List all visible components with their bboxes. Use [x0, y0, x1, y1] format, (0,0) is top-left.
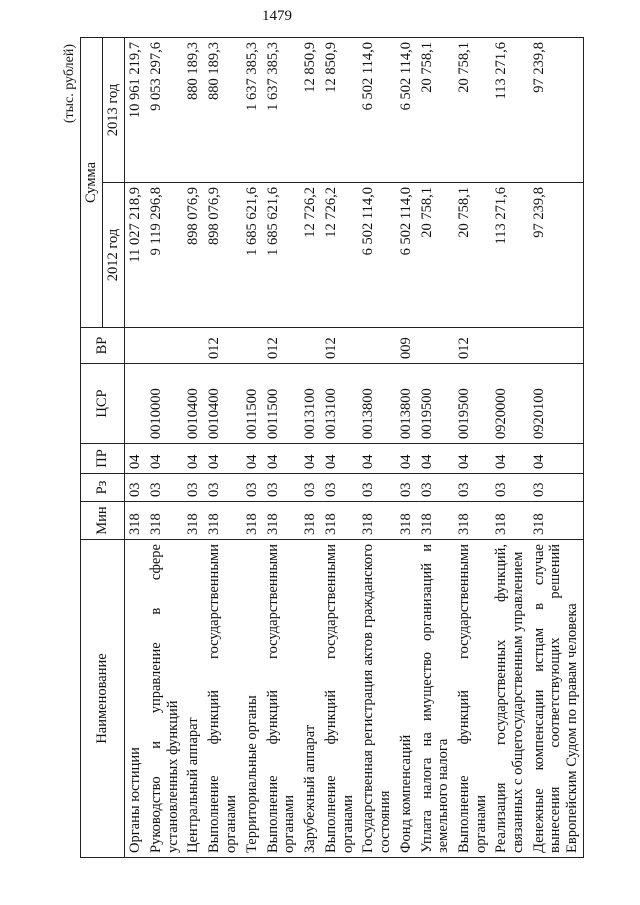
row-csr: 0013100 — [300, 364, 321, 444]
table-row — [146, 38, 183, 858]
row-vr — [146, 328, 183, 364]
header-min: Мин — [81, 502, 125, 540]
header-2012: 2012 год — [103, 183, 125, 328]
row-csr: 0011500 — [242, 364, 263, 444]
row-sum-2013: 12 850,9 — [321, 38, 358, 183]
row-pr: 04 — [204, 444, 241, 474]
header-rz: Рз — [81, 474, 125, 502]
table-row — [321, 38, 358, 858]
row-rz: 03 — [529, 474, 584, 502]
row-sum-2012: 12 726,2 — [300, 183, 321, 328]
row-sum-2012: 20 758,1 — [417, 183, 454, 328]
row-rz: 03 — [263, 474, 300, 502]
row-sum-2013: 12 850,9 — [300, 38, 321, 183]
row-sum-2013: 1 637 385,3 — [242, 38, 263, 183]
row-rz: 03 — [146, 474, 183, 502]
table-row — [396, 38, 417, 858]
table-row — [125, 38, 147, 858]
row-sum-2013: 1 637 385,3 — [263, 38, 300, 183]
row-pr: 04 — [300, 444, 321, 474]
row-vr — [242, 328, 263, 364]
row-min: 318 — [204, 502, 241, 540]
header-csr: ЦСР — [81, 364, 125, 444]
row-csr: 0013100 — [321, 364, 358, 444]
row-vr — [183, 328, 204, 364]
table-row — [204, 38, 241, 858]
row-csr: 0010400 — [204, 364, 241, 444]
row-pr: 04 — [454, 444, 491, 474]
row-name: Органы юстиции — [125, 540, 147, 858]
row-rz: 03 — [417, 474, 454, 502]
header-vr: ВР — [81, 328, 125, 364]
page-number: 1479 — [262, 8, 292, 24]
row-vr — [300, 328, 321, 364]
table-row — [454, 38, 491, 858]
row-sum-2013: 880 189,3 — [204, 38, 241, 183]
row-pr: 04 — [125, 444, 147, 474]
row-sum-2013: 10 961 219,7 — [125, 38, 147, 183]
row-csr: 0920100 — [529, 364, 584, 444]
table-row — [263, 38, 300, 858]
row-name: Центральный аппарат — [183, 540, 204, 858]
row-name: Выполнение функций государственными органами — [321, 540, 358, 858]
row-csr: 0011500 — [263, 364, 300, 444]
row-sum-2013: 6 502 114,0 — [396, 38, 417, 183]
row-min: 318 — [242, 502, 263, 540]
budget-table — [80, 37, 584, 858]
table-row — [183, 38, 204, 858]
row-csr: 0013800 — [396, 364, 417, 444]
row-name: Государственная регистрация актов гражданского состояния — [358, 540, 395, 858]
row-min: 318 — [263, 502, 300, 540]
row-rz: 03 — [454, 474, 491, 502]
row-sum-2012: 1 685 621,6 — [242, 183, 263, 328]
row-csr: 0920000 — [491, 364, 528, 444]
row-vr: 012 — [454, 328, 491, 364]
row-rz: 03 — [300, 474, 321, 502]
row-min: 318 — [358, 502, 395, 540]
row-min: 318 — [125, 502, 147, 540]
row-sum-2013: 880 189,3 — [183, 38, 204, 183]
row-rz: 03 — [358, 474, 395, 502]
row-sum-2012: 9 119 296,8 — [146, 183, 183, 328]
row-csr: 0019500 — [454, 364, 491, 444]
row-sum-2012: 1 685 621,6 — [263, 183, 300, 328]
row-min: 318 — [491, 502, 528, 540]
row-vr — [358, 328, 395, 364]
row-vr — [529, 328, 584, 364]
row-pr: 04 — [417, 444, 454, 474]
table-row — [417, 38, 454, 858]
row-pr: 04 — [491, 444, 528, 474]
row-vr — [417, 328, 454, 364]
row-name: Зарубежный аппарат — [300, 540, 321, 858]
row-name: Территориальные органы — [242, 540, 263, 858]
row-sum-2013: 6 502 114,0 — [358, 38, 395, 183]
row-vr — [125, 328, 147, 364]
row-sum-2012: 6 502 114,0 — [396, 183, 417, 328]
row-sum-2013: 113 271,6 — [491, 38, 528, 183]
row-min: 318 — [417, 502, 454, 540]
row-name: Выполнение функций государственными органами — [204, 540, 241, 858]
row-vr: 012 — [321, 328, 358, 364]
header-name: Наименование — [81, 540, 125, 858]
row-name: Выполнение функций государственными органами — [263, 540, 300, 858]
row-name: Реализация государственных функций, связанных с общегосударственным управлением — [491, 540, 528, 858]
table-row — [242, 38, 263, 858]
row-name: Выполнение функций государственными органами — [454, 540, 491, 858]
row-csr — [125, 364, 147, 444]
row-rz: 03 — [204, 474, 241, 502]
row-name: Уплата налога на имущество организаций и земельного налога — [417, 540, 454, 858]
row-min: 318 — [321, 502, 358, 540]
row-sum-2013: 9 053 297,6 — [146, 38, 183, 183]
row-sum-2012: 898 076,9 — [183, 183, 204, 328]
row-min: 318 — [183, 502, 204, 540]
header-pr: ПР — [81, 444, 125, 474]
row-min: 318 — [454, 502, 491, 540]
row-sum-2012: 97 239,8 — [529, 183, 584, 328]
row-sum-2012: 898 076,9 — [204, 183, 241, 328]
row-min: 318 — [529, 502, 584, 540]
row-sum-2012: 20 758,1 — [454, 183, 491, 328]
table-body — [125, 38, 584, 858]
row-pr: 04 — [396, 444, 417, 474]
row-name: Денежные компенсации истцам в случае вынесения соответствующих решений Европейским Судом по правам человека — [529, 540, 584, 858]
row-min: 318 — [396, 502, 417, 540]
row-sum-2013: 20 758,1 — [454, 38, 491, 183]
row-rz: 03 — [242, 474, 263, 502]
row-vr: 009 — [396, 328, 417, 364]
row-name: Фонд компенсаций — [396, 540, 417, 858]
row-sum-2012: 12 726,2 — [321, 183, 358, 328]
rotated-table-page — [62, 38, 592, 858]
table-row — [491, 38, 528, 858]
row-rz: 03 — [183, 474, 204, 502]
unit-label: (тыс. рублей) — [62, 44, 77, 124]
row-rz: 03 — [125, 474, 147, 502]
table-row — [300, 38, 321, 858]
row-pr: 04 — [183, 444, 204, 474]
row-rz: 03 — [396, 474, 417, 502]
row-min: 318 — [146, 502, 183, 540]
row-pr: 04 — [263, 444, 300, 474]
row-min: 318 — [300, 502, 321, 540]
row-vr — [491, 328, 528, 364]
row-csr: 0010000 — [146, 364, 183, 444]
row-vr: 012 — [204, 328, 241, 364]
row-rz: 03 — [491, 474, 528, 502]
row-sum-2012: 113 271,6 — [491, 183, 528, 328]
row-csr: 0019500 — [417, 364, 454, 444]
row-sum-2013: 97 239,8 — [529, 38, 584, 183]
row-rz: 03 — [321, 474, 358, 502]
row-name: Руководство и управление в сфере установленных функций — [146, 540, 183, 858]
table-row — [529, 38, 584, 858]
row-pr: 04 — [242, 444, 263, 474]
row-sum-2012: 6 502 114,0 — [358, 183, 395, 328]
header-sum: Сумма — [81, 38, 103, 328]
header-2013: 2013 год — [103, 38, 125, 183]
row-sum-2012: 11 027 218,9 — [125, 183, 147, 328]
row-pr: 04 — [529, 444, 584, 474]
table-row — [358, 38, 395, 858]
row-csr: 0013800 — [358, 364, 395, 444]
row-vr: 012 — [263, 328, 300, 364]
row-pr: 04 — [146, 444, 183, 474]
row-pr: 04 — [358, 444, 395, 474]
row-pr: 04 — [321, 444, 358, 474]
row-csr: 0010400 — [183, 364, 204, 444]
row-sum-2013: 20 758,1 — [417, 38, 454, 183]
